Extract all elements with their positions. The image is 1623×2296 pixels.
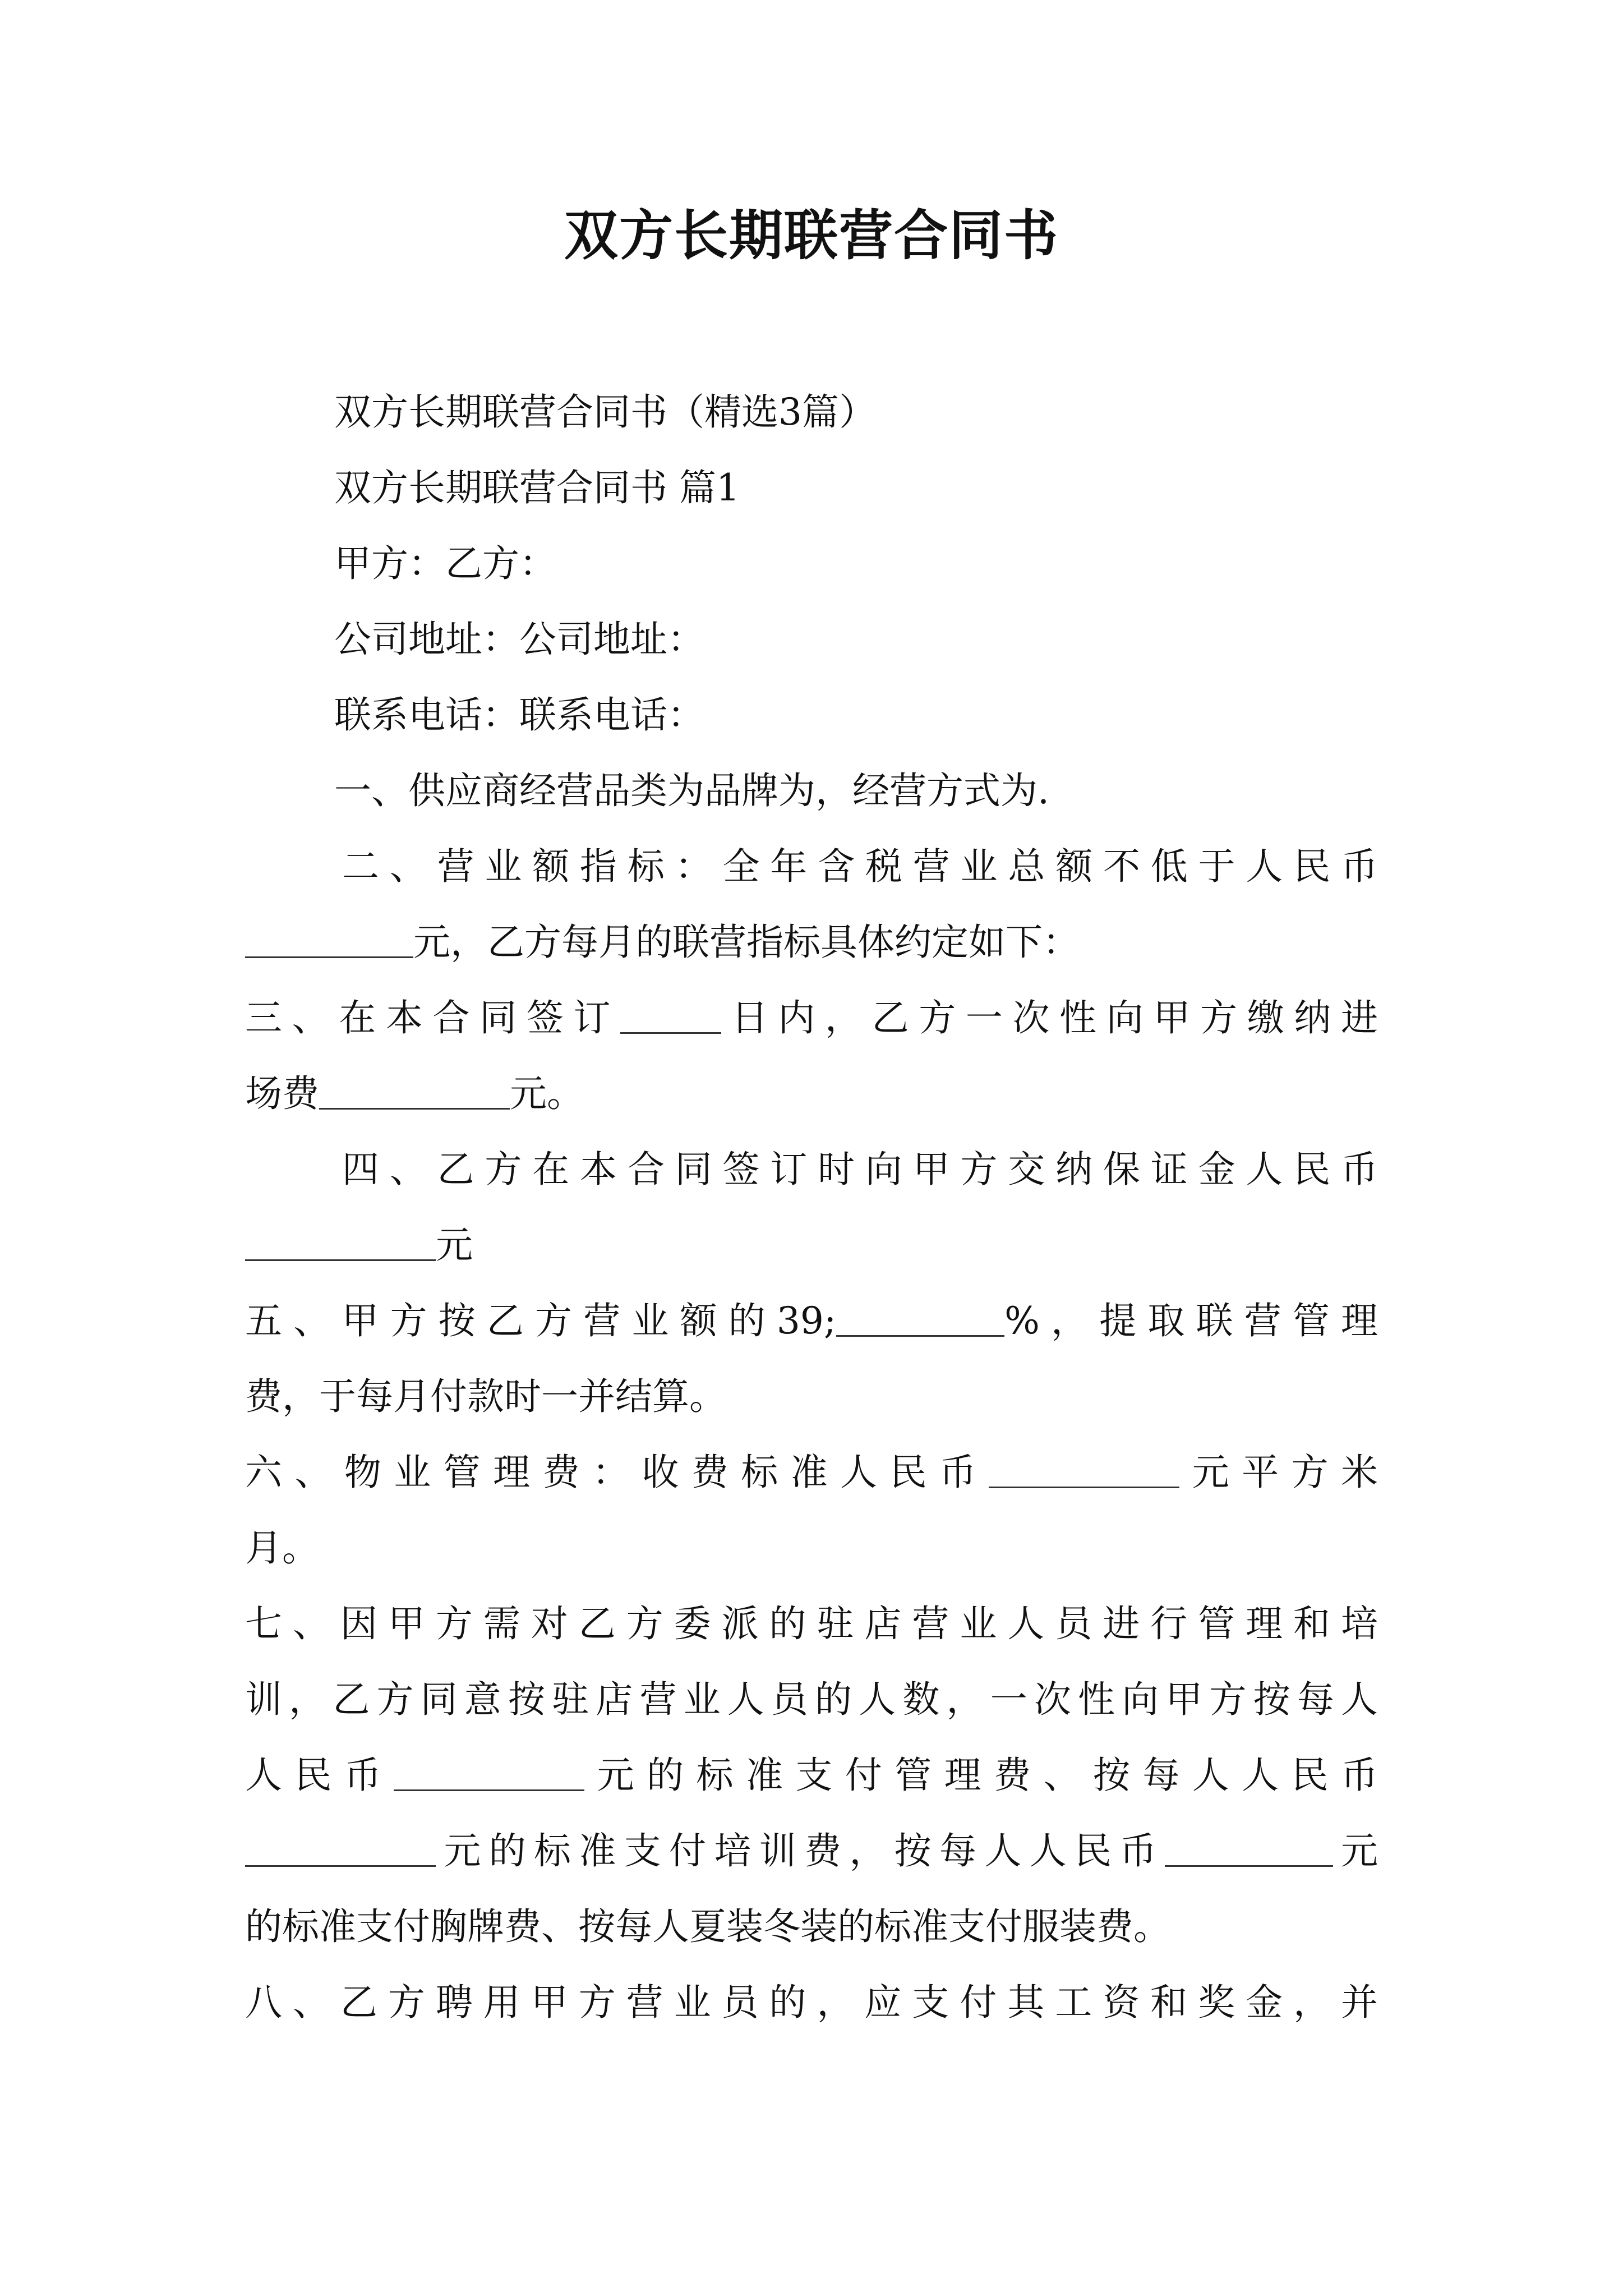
party-line: 甲方：乙方： xyxy=(334,542,556,585)
phone-line: 联系电话：联系电话： xyxy=(334,693,704,737)
blank-field xyxy=(836,1300,1004,1337)
section-heading: 双方长期联营合同书 篇1 xyxy=(334,466,740,509)
blank-field xyxy=(319,1073,510,1110)
clause-6-line-1: 六、物业管理费：收费标准人民币 元平方米 xyxy=(245,1451,1378,1494)
clause-6-line-2: 月。 xyxy=(245,1526,319,1570)
clause-2-line-2: 元，乙方每月的联营指标具体约定如下： xyxy=(245,917,1080,968)
blank-field xyxy=(245,922,413,958)
clause-3-line-2: 场费 元。 xyxy=(245,1072,584,1115)
clause-7-line-4: 元的标准支付培训费，按每人人民币 元 xyxy=(245,1826,1378,1876)
clause-7-line-1: 七、因甲方需对乙方委派的驻店营业人员进行管理和培 xyxy=(245,1602,1378,1645)
clause-3-line-1: 三、在本合同签订 日内，乙方一次性向甲方缴纳进 xyxy=(245,996,1378,1039)
clause-5-line-1: 五、甲方按乙方营业额的39; %，提取联营管理 xyxy=(245,1299,1378,1342)
clause-4-line-2: 元 xyxy=(245,1220,473,1271)
clause-7-line-3: 人民币 元的标准支付管理费、按每人人民币 xyxy=(245,1754,1378,1797)
blank-field xyxy=(394,1755,584,1791)
clause-7-line-5: 的标准支付胸牌费、按每人夏装冬装的标准支付服装费。 xyxy=(245,1905,1170,1948)
blank-field xyxy=(989,1452,1179,1488)
clause-4-line-1: 四、乙方在本合同签订时向甲方交纳保证金人民币 xyxy=(342,1148,1378,1191)
clause-7-line-2: 训，乙方同意按驻店营业人员的人数，一次性向甲方按每人 xyxy=(245,1678,1378,1721)
blank-field xyxy=(245,1830,436,1867)
clause-8-line-1: 八、乙方聘用甲方营业员的，应支付其工资和奖金，并 xyxy=(245,1981,1378,2024)
clause-1: 一、供应商经营品类为品牌为，经营方式为. xyxy=(334,769,1049,812)
clause-5-line-2: 费，于每月付款时一并结算。 xyxy=(245,1375,726,1418)
clause-2-line-1: 二、营业额指标：全年含税营业总额不低于人民币 xyxy=(342,845,1378,888)
subtitle-line: 双方长期联营合同书（精选3篇） xyxy=(334,390,876,434)
blank-field xyxy=(1165,1830,1333,1867)
address-line: 公司地址：公司地址： xyxy=(334,618,704,661)
blank-field xyxy=(620,997,721,1034)
blank-field xyxy=(245,1225,436,1261)
document-title: 双方长期联营合同书 xyxy=(564,204,1059,267)
